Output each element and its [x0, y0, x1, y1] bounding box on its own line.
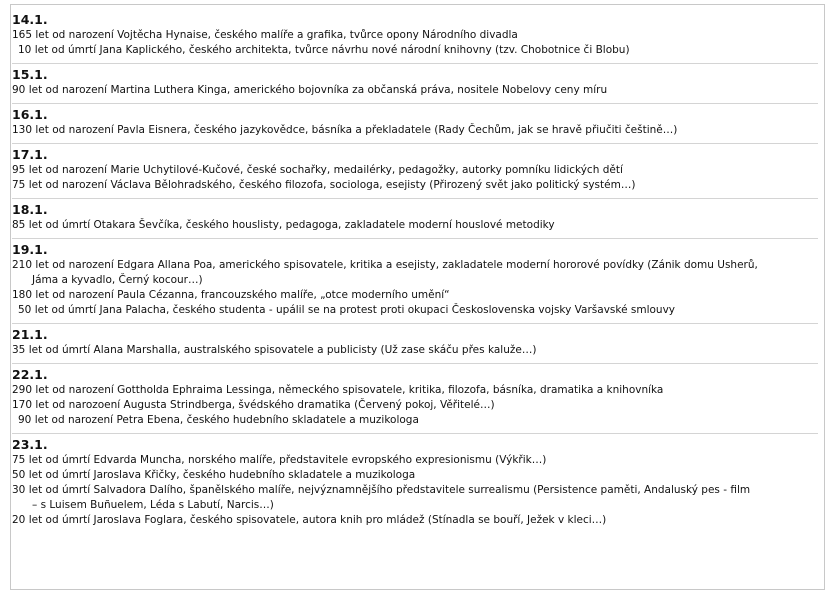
anniversary-entry: 170 let od narozoení Augusta Strindberga, švédského dramatika (Červený pokoj, Věřitelé…): [12, 399, 495, 411]
date-heading: 19.1.: [12, 242, 48, 257]
anniversary-entry: 130 let od narození Pavla Eisnera, českého jazykovědce, básníka a překladatele (Rady Čechům, jak se hravě přiučiti češtině…): [12, 124, 678, 136]
anniversary-entry: 20 let od úmrtí Jaroslava Foglara, českého spisovatele, autora knih pro mládež (Stínadla se bouří, Ježek v kleci…): [12, 514, 607, 526]
date-section: [12, 199, 818, 239]
date-heading: 23.1.: [12, 437, 48, 452]
anniversary-entry: 35 let od úmrtí Alana Marshalla, australského spisovatele a publicisty (Už zase skáču přes kaluže…): [12, 344, 537, 356]
anniversary-entry: 210 let od narození Edgara Allana Poa, amerického spisovatele, kritika a esejisty, zakladatele moderní hororové povídky (Zánik domu Usherů,: [12, 259, 758, 271]
date-heading: 18.1.: [12, 202, 48, 217]
date-section: [12, 144, 818, 199]
date-heading: 16.1.: [12, 107, 48, 122]
anniversary-entry: 165 let od narození Vojtěcha Hynaise, českého malíře a grafika, tvůrce opony Národního divadla: [12, 29, 518, 41]
date-section: [12, 364, 818, 434]
anniversary-entry: 90 let od narození Petra Ebena, českého hudebního skladatele a muzikologa: [18, 414, 419, 426]
date-section: [12, 64, 818, 104]
date-section: [12, 9, 818, 64]
anniversary-entry: 50 let od úmrtí Jana Palacha, českého studenta - upálil se na protest proti okupaci Československa vojsky Varšavské smlouvy: [18, 304, 676, 316]
date-heading: 15.1.: [12, 67, 48, 82]
anniversary-entry-continuation: – s Luisem Buñuelem, Léda s Labutí, Narcis…): [32, 499, 274, 511]
anniversary-entry: 10 let od úmrtí Jana Kaplického, českého architekta, tvůrce návrhu nové národní knihovny (tzv. Chobotnice či Blobu): [18, 44, 630, 56]
anniversary-entry: 50 let od úmrtí Jaroslava Křičky, českého hudebního skladatele a muzikologa: [12, 469, 416, 481]
anniversary-entry-continuation: Jáma a kyvadlo, Černý kocour…): [32, 274, 203, 286]
date-section: [12, 104, 818, 144]
anniversary-entry: 85 let od úmrtí Otakara Ševčíka, českého houslisty, pedagoga, zakladatele moderní houslové metodiky: [12, 219, 555, 231]
date-heading: 14.1.: [12, 12, 48, 27]
anniversary-entry: 90 let od narození Martina Luthera Kinga, amerického bojovníka za občanská práva, nositele Nobelovy ceny míru: [12, 84, 608, 96]
anniversary-entry: 95 let od narození Marie Uchytilové-Kučové, české sochařky, medailérky, pedagožky, autorky pomníku lidických dětí: [12, 164, 623, 176]
date-section: [12, 324, 818, 364]
date-section: [12, 239, 818, 324]
anniversary-entry: 290 let od narození Gottholda Ephraima Lessinga, německého spisovatele, kritika, filozofa, básníka, dramatika a knihovníka: [12, 384, 664, 396]
date-heading: 17.1.: [12, 147, 48, 162]
anniversary-entry: 30 let od úmrtí Salvadora Dalího, španělského malíře, nejvýznamnějšího představitele surrealismu (Persistence paměti, Andaluský pes - film: [12, 484, 751, 496]
date-heading: 21.1.: [12, 327, 48, 342]
anniversary-entry: 180 let od narození Paula Cézanna, francouzského malíře, „otce moderního umění“: [12, 289, 450, 301]
anniversaries-list: [12, 9, 818, 533]
anniversary-entry: 75 let od narození Václava Bělohradského, českého filozofa, sociologa, esejisty (Přirozený svět jako politický systém…): [12, 179, 636, 191]
anniversary-entry: 75 let od úmrtí Edvarda Muncha, norského malíře, představitele evropského expresionismu (Výkřik…): [12, 454, 547, 466]
date-section: [12, 434, 818, 533]
date-heading: 22.1.: [12, 367, 48, 382]
